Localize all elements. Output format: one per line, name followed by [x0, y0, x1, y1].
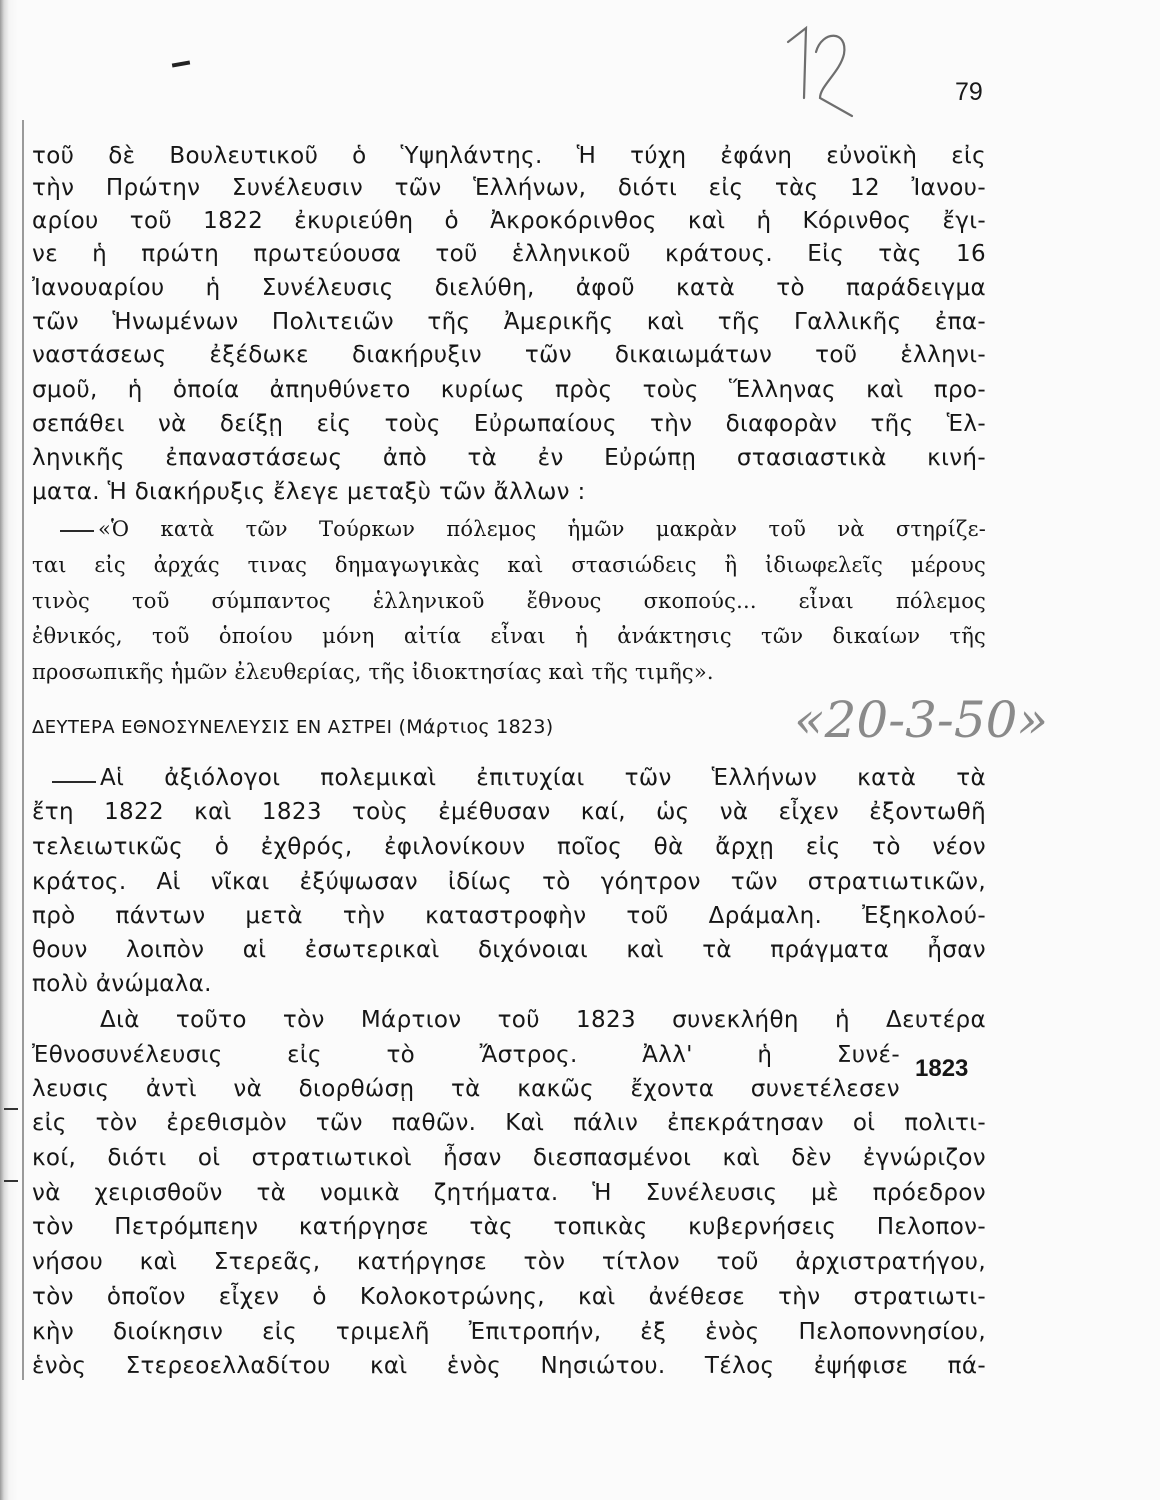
section-heading — [32, 713, 554, 742]
paragraph2-dash-marker — [52, 781, 96, 783]
paragraph2-line-2: ἔτη 1822 καὶ 1823 τοὺς ἐμέθυσαν καί, ὡς νὰ εἶχεν ἐξοντωθῆ — [32, 799, 986, 825]
paragraph3-line-6: νὰ χειρισθοῦν τὰ νομικὰ ζητήματα. Ἡ Συνέλευσις μὲ πρόεδρον — [32, 1180, 986, 1206]
handwritten-page-note — [770, 20, 860, 130]
quote-line-1: «Ὁ κατὰ τῶν Τούρκων πόλεμος ἡμῶν μακρὰν τοῦ νὰ στηρίζε- — [98, 517, 986, 541]
paragraph1-line-8: σμοῦ, ἡ ὁποία ἀπηυθύνετο κυρίως πρὸς τοὺς Ἕλληνας καὶ προ- — [32, 377, 986, 403]
paragraph3-line-7: τὸν Πετρόμπεην κατήργησε τὰς τοπικὰς κυβερνήσεις Πελοπον- — [32, 1214, 986, 1240]
quote-line-2: ται εἰς ἀρχάς τινας δημαγωγικὰς καὶ στασιώδεις ἢ ἰδιωφελεῖς μέρους — [32, 553, 986, 577]
paragraph3-line-2: Ἐθνοσυνέλευσις εἰς τὸ Ἄστρος. Ἀλλ' ἡ Συνέ- — [32, 1042, 900, 1068]
paragraph1-line-10: ληνικῆς ἐπαναστάσεως ἀπὸ τὰ ἐν Εὐρώπῃ στασιαστικὰ κινή- — [32, 445, 986, 471]
section-heading-date: (Μάρτιος 1823) — [398, 716, 554, 738]
quote-line-3: τινὸς τοῦ σύμπαντος ἑλληνικοῦ ἔθνους σκοπούς... εἶναι πόλεμος — [32, 589, 986, 613]
paragraph3-line-1: Διὰ τοῦτο τὸν Μάρτιον τοῦ 1823 συνεκλήθη ἡ Δευτέρα — [100, 1007, 986, 1033]
svg-text:«20-3-50»: «20-3-50» — [794, 691, 1049, 749]
pencil-tick-mark — [172, 60, 190, 67]
paragraph3-line-5: κοί, διότι οἱ στρατιωτικοὶ ἦσαν διεσπασμένοι καὶ δὲν ἐγνώριζον — [32, 1145, 986, 1171]
quote-line-5: προσωπικῆς ἡμῶν ἐλευθερίας, τῆς ἰδιοκτησίας καὶ τῆς τιμῆς». — [32, 660, 714, 684]
page-binding-edge — [0, 0, 24, 1500]
quote-line-4: ἐθνικός, τοῦ ὁποίου μόνη αἰτία εἶναι ἡ ἀνάκτησις τῶν δικαίων τῆς — [32, 624, 986, 648]
handwritten-date-note — [790, 675, 1060, 765]
paragraph3-line-11: ἑνὸς Στερεοελλαδίτου καὶ ἑνὸς Νησιώτου. Τέλος ἐψήφισε πά- — [32, 1353, 986, 1379]
margin-tick — [4, 1180, 18, 1182]
paragraph3-line-10: κὴν διοίκησιν εἰς τριμελῆ Ἐπιτροπήν, ἐξ ἑνὸς Πελοποννησίου, — [32, 1319, 986, 1345]
paragraph3-line-4: εἰς τὸν ἐρεθισμὸν τῶν παθῶν. Καὶ πάλιν ἐπεκράτησαν οἱ πολιτι- — [32, 1110, 986, 1136]
paragraph1-line-11: ματα. Ἡ διακήρυξις ἔλεγε μεταξὺ τῶν ἄλλων : — [32, 479, 586, 505]
paragraph3-line-9: τὸν ὁποῖον εἶχεν ὁ Κολοκοτρώνης, καὶ ἀνέθεσε τὴν στρατιωτι- — [32, 1284, 986, 1310]
paragraph1-line-3: αρίου τοῦ 1822 ἐκυριεύθη ὁ Ἀκροκόρινθος καὶ ἡ Κόρινθος ἔγι- — [32, 208, 986, 234]
section-heading-title: ΔΕΥΤΕΡΑ ΕΘΝΟΣΥΝΕΛΕΥΣΙΣ ΕΝ ΑΣΤΡΕΙ — [32, 717, 393, 738]
paragraph2-line-1: Αἱ ἀξιόλογοι πολεμικαὶ ἐπιτυχίαι τῶν Ἑλλήνων κατὰ τὰ — [100, 765, 986, 791]
paragraph1-line-9: σεπάθει νὰ δείξῃ εἰς τοὺς Εὐρωπαίους τὴν διαφορὰν τῆς Ἑλ- — [32, 411, 986, 437]
paragraph2-line-6: θουν λοιπὸν αἱ ἐσωτερικαὶ διχόνοιαι καὶ τὰ πράγματα ἦσαν — [32, 937, 986, 963]
paragraph3-line-3: λευσις ἀντὶ νὰ διορθώσῃ τὰ κακῶς ἔχοντα συνετέλεσεν — [32, 1076, 900, 1102]
paragraph1-line-7: ναστάσεως ἐξέδωκε διακήρυξιν τῶν δικαιωμάτων τοῦ ἑλληνι- — [32, 342, 986, 368]
paragraph2-line-3: τελειωτικῶς ὁ ἐχθρός, ἐφιλονίκουν ποῖος θὰ ἄρχῃ εἰς τὸ νέον — [32, 834, 986, 860]
paragraph2-line-7: πολὺ ἀνώμαλα. — [32, 971, 212, 997]
paragraph2-line-5: πρὸ πάντων μετὰ τὴν καταστροφὴν τοῦ Δράμαλη. Ἐξηκολού- — [32, 903, 986, 929]
paragraph1-line-6: τῶν Ἡνωμένων Πολιτειῶν τῆς Ἀμερικῆς καὶ τῆς Γαλλικῆς ἐπα- — [32, 309, 986, 335]
paragraph1-line-5: Ἰανουαρίου ἡ Συνέλευσις διελύθη, ἀφοῦ κατὰ τὸ παράδειγμα — [32, 275, 986, 301]
paragraph2-line-4: κράτος. Αἱ νῖκαι ἐξύψωσαν ἰδίως τὸ γόητρον τῶν στρατιωτικῶν, — [32, 869, 986, 895]
margin-year-note: 1823 — [915, 1055, 969, 1082]
quote-dash-marker — [60, 530, 94, 532]
paragraph1-line-2: τὴν Πρώτην Συνέλευσιν τῶν Ἑλλήνων, διότι εἰς τὰς 12 Ἰανου- — [32, 175, 986, 201]
paragraph3-line-8: νήσου καὶ Στερεᾶς, κατήργησε τὸν τίτλον τοῦ ἀρχιστρατήγου, — [32, 1249, 986, 1275]
margin-tick — [4, 1108, 18, 1110]
page-number: 79 — [955, 78, 983, 106]
binding-shadow-line — [22, 120, 24, 1380]
paragraph1-line-4: νε ἡ πρώτη πρωτεύουσα τοῦ ἑλληνικοῦ κράτους. Εἰς τὰς 16 — [32, 241, 986, 267]
paragraph1-line-1: τοῦ δὲ Βουλευτικοῦ ὁ Ὑψηλάντης. Ἡ τύχη ἐφάνη εὐνοϊκὴ εἰς — [32, 143, 986, 169]
